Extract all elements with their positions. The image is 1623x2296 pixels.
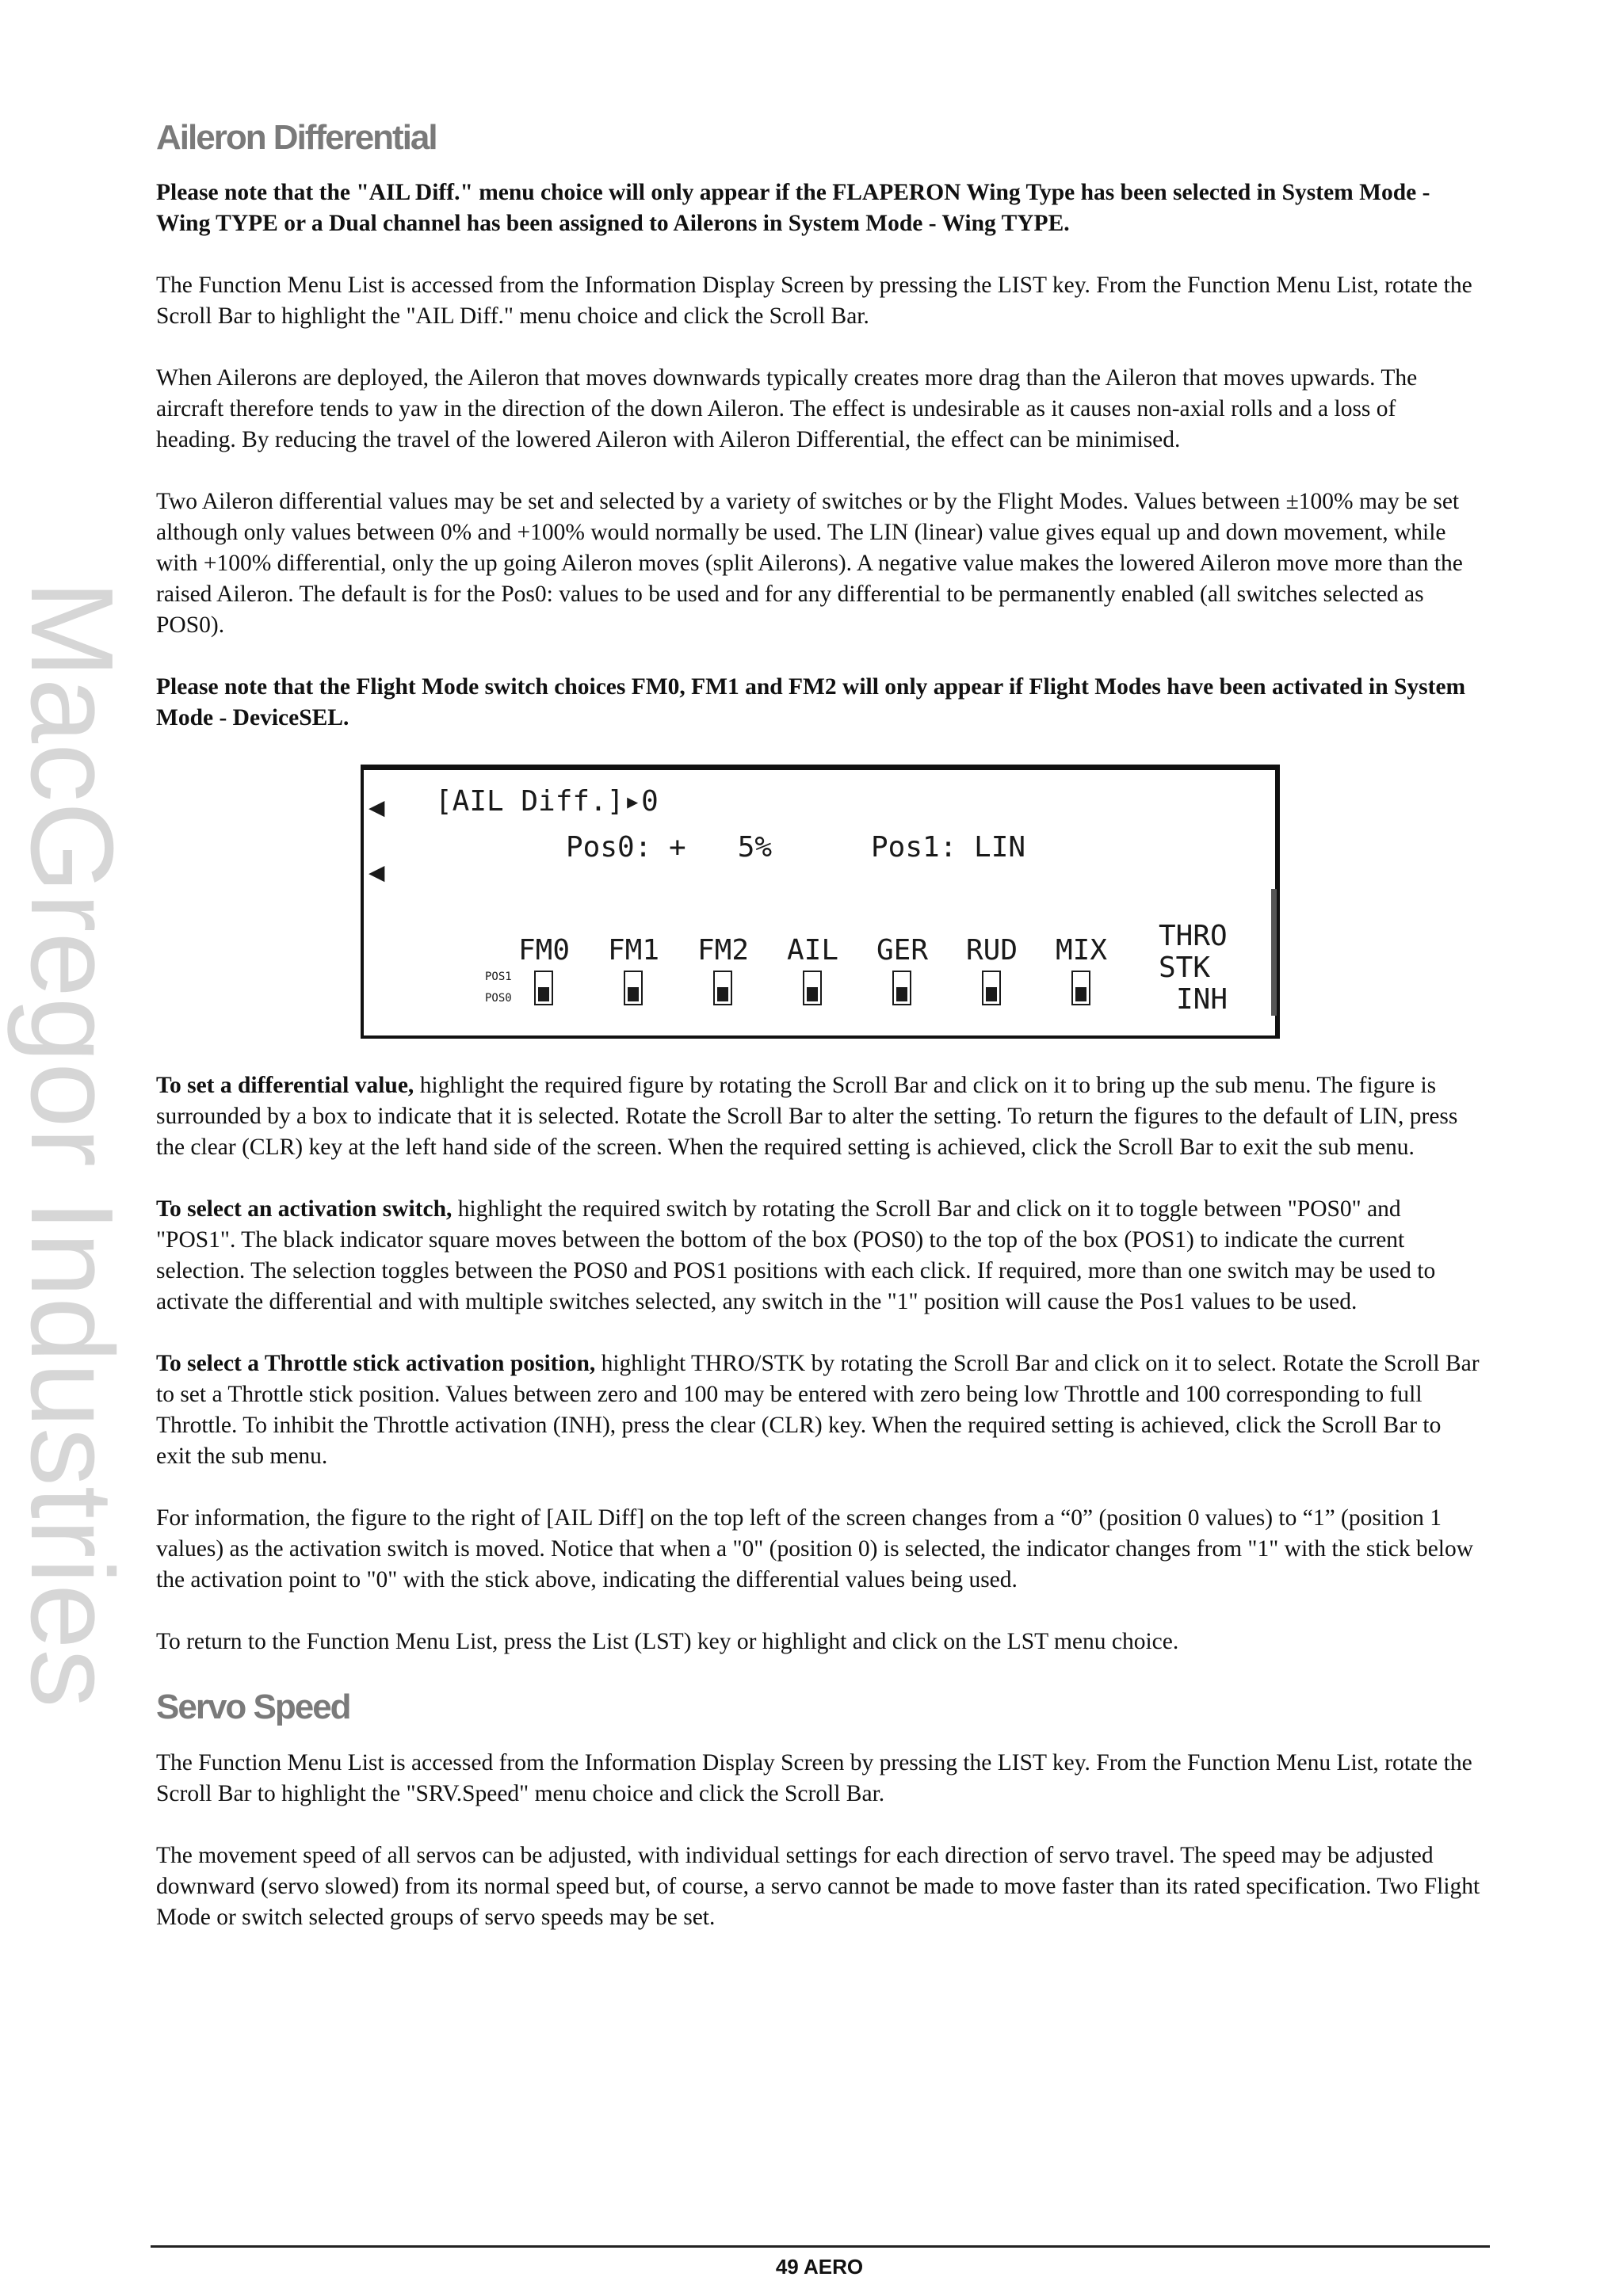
switch-indicator — [982, 971, 1001, 1005]
indicator-square — [717, 987, 728, 1001]
paragraph: The Function Menu List is accessed from the Information Display Screen by pressing the LIST key. From the Function Menu List, rotate the Scroll Bar to highlight the "SRV.Speed" menu choice and click the Scroll Bar. — [156, 1749, 1472, 1806]
watermark: MacGregor Industries — [6, 580, 137, 1708]
left-arrow-icon: ◀ — [369, 856, 385, 889]
indicator-square — [628, 987, 639, 1001]
lcd-pos0-label: POS0 — [485, 992, 512, 1005]
section-heading-aileron-differential: Aileron Differential — [156, 118, 437, 157]
indicator-square — [807, 987, 818, 1001]
lcd-switch-label: AIL — [787, 934, 839, 967]
lcd-scrollbar — [1271, 889, 1277, 1016]
switch-indicator — [892, 971, 911, 1005]
indicator-square — [1075, 987, 1086, 1001]
indicator-square — [896, 987, 907, 1001]
paragraph: To return to the Function Menu List, press the List (LST) key or highlight and click on the LST menu choice. — [156, 1629, 1179, 1655]
note-paragraph: Please note that the "AIL Diff." menu choice will only appear if the FLAPERON Wing Type has been selected in System Mode - Wing TYPE or a Dual channel has been assigned to Ailerons in System Mode - Wing TYPE. — [156, 180, 1430, 237]
lead-text: To set a differential value, — [156, 1073, 414, 1099]
switch-indicator — [803, 971, 822, 1005]
switch-indicator — [624, 971, 643, 1005]
lcd-switch-label: FM1 — [608, 934, 660, 967]
footer-divider — [151, 2245, 1490, 2248]
page-footer: 49 AERO — [775, 2255, 864, 2279]
lcd-pos1-label: POS1 — [485, 971, 512, 984]
body-text: highlight the required figure by rotating the Scroll Bar and click on it to bring up the sub menu. The figure is surrounded by a box to indicate that it is selected. Rotate the Scroll Bar to alter the setting. To return the figures to the default of LIN, press the clear (CLR) key at the left hand side of the screen. When the required setting is achieved, click the Scroll Bar to exit the sub menu. — [156, 1073, 1458, 1161]
lcd-screen-illustration — [361, 765, 1280, 1039]
left-arrow-icon: ◀ — [369, 791, 385, 824]
paragraph — [156, 1194, 1481, 1318]
section-heading-servo-speed: Servo Speed — [156, 1688, 350, 1727]
note-paragraph: Please note that the Flight Mode switch choices FM0, FM1 and FM2 will only appear if Flight Modes have been activated in System Mode - DeviceSEL. — [156, 674, 1466, 731]
lcd-stk-label: STK — [1159, 952, 1211, 985]
switch-indicator — [534, 971, 553, 1005]
lcd-switch-label: FM2 — [697, 934, 750, 967]
paragraph: When Ailerons are deployed, the Aileron that moves downwards typically creates more drag than the Aileron that moves upwards. The aircraft therefore tends to yaw in the direction of the down Aileron. The effect is undesirable as it causes non-axial rolls and a loss of heading. By reducing the travel of the lowered Aileron with Aileron Differential, the effect can be minimised. — [156, 365, 1418, 453]
lcd-switch-label: MIX — [1056, 934, 1108, 967]
indicator-square — [986, 987, 997, 1001]
paragraph: The movement speed of all servos can be adjusted, with individual settings for each direction of servo travel. The speed may be adjusted downward (servo slowed) from its normal speed but, of course, a servo cannot be made to move faster than its rated specification. Two Flight Mode or switch selected groups of servo speeds may be set. — [156, 1842, 1480, 1930]
lcd-pos1-value: Pos1: LIN — [871, 831, 1026, 864]
body-text: highlight the required switch by rotating the Scroll Bar and click on it to toggle between "POS0" and "POS1". The black indicator square moves between the bottom of the box (POS0) to the top of the box (POS1) to indicate the current selection. The selection toggles between the POS0 and POS1 positions with each click. If required, more than one switch may be used to activate the differential and with multiple switches selected, any switch in the "1" position will cause the Pos1 values to be used. — [156, 1196, 1436, 1315]
paragraph: The Function Menu List is accessed from the Information Display Screen by pressing the LIST key. From the Function Menu List, rotate the Scroll Bar to highlight the "AIL Diff." menu choice and click the Scroll Bar. — [156, 273, 1472, 330]
paragraph: Two Aileron differential values may be set and selected by a variety of switches or by the Flight Modes. Values between ±100% may be set although only values between 0% and +100% would normally be used. The LIN (linear) value gives equal up and down movement, while with +100% differential, only the up going Aileron moves (split Ailerons). A negative value makes the lowered Aileron move more than the raised Aileron. The default is for the Pos0: values to be used and for any differential to be permanently enabled (all switches selected as POS0). — [156, 489, 1463, 639]
lcd-switch-label: FM0 — [518, 934, 571, 967]
switch-indicator — [1071, 971, 1090, 1005]
paragraph: For information, the figure to the right of [AIL Diff] on the top left of the screen changes from a “0” (position 0 values) to “1” (position 1 values) as the activation switch is moved. Notice that when a "0" (position 0) is selected, the indicator changes from "1" with the stick below the activation point to "0" with the stick above, indicating the differential values being used. — [156, 1505, 1474, 1593]
switch-indicator — [713, 971, 732, 1005]
lead-text: To select a Throttle stick activation position, — [156, 1351, 596, 1377]
lcd-switch-label: RUD — [966, 934, 1018, 967]
paragraph — [156, 1348, 1481, 1472]
lcd-switch-label: GER — [876, 934, 929, 967]
lcd-title: [AIL Diff.]▸0 — [435, 785, 659, 818]
lcd-pos0-value: Pos0: + 5% — [566, 831, 773, 864]
lead-text: To select an activation switch, — [156, 1196, 453, 1222]
lcd-thro-label: THRO — [1159, 920, 1228, 953]
body-text: highlight THRO/STK by rotating the Scroll Bar and click on it to select. Rotate the Scroll Bar to set a Throttle stick position. Values between zero and 100 may be entered with zero being low Throttle and 100 corresponding to full Throttle. To inhibit the Throttle activation (INH), press the clear (CLR) key. When the required setting is achieved, click the Scroll Bar to exit the sub menu. — [156, 1351, 1480, 1470]
lcd-inh-value: INH — [1176, 983, 1228, 1016]
indicator-square — [538, 987, 549, 1001]
paragraph — [156, 1070, 1481, 1163]
page-content — [156, 119, 1481, 1964]
